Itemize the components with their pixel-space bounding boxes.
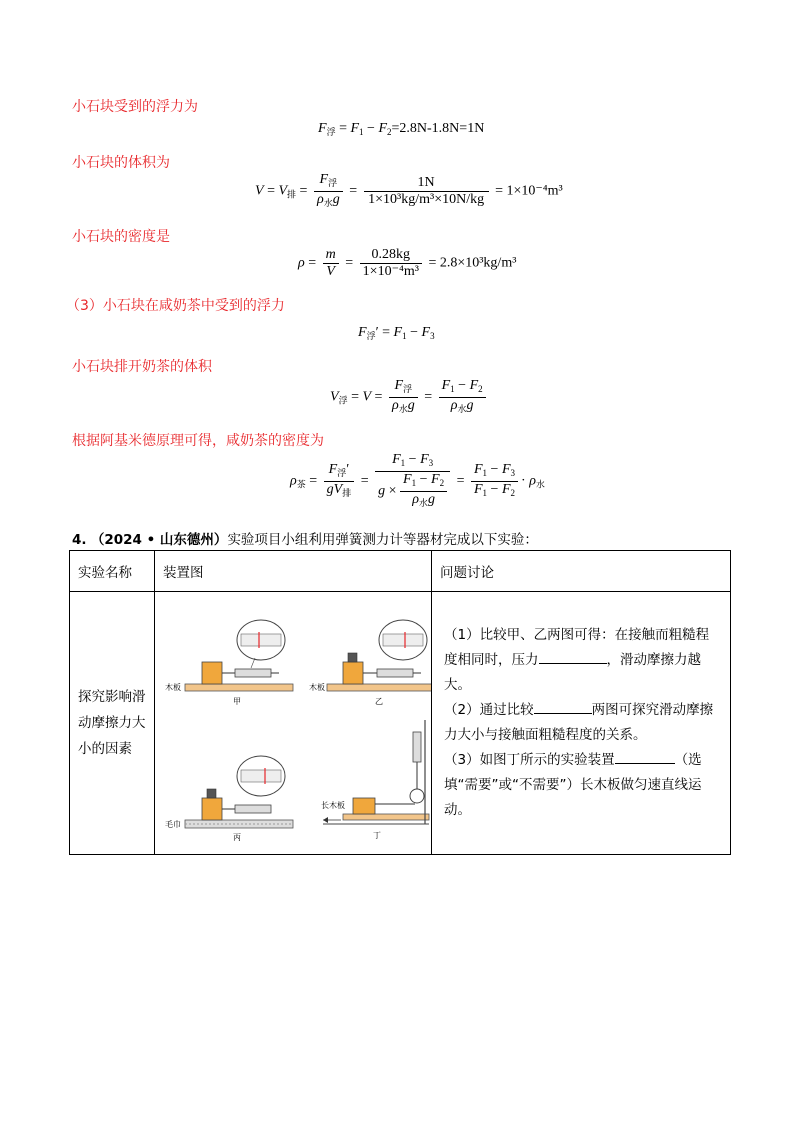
equation-density: ρ = $\frac{m}{V}$ = $\frac{0.28kg}{\text{1×10⁻⁴m³}}$ = 2.8×10³kg/m³ [298,247,517,279]
label-board-yi: 木板 [309,683,325,692]
eq2-numerator: 1N [364,175,489,192]
label-bing: 丙 [233,833,241,842]
question-4-heading [72,528,538,548]
equation-milk-tea-buoyancy: $F_浮' = F_1 - F_3$ [358,325,435,341]
header-apparatus: 装置图 [155,551,432,592]
equation-displaced-volume: $V_浮 = V$ = $\frac{F_浮}{\rho_水g}$ = $\frac{F_1 - F_2}{\rho_水g}$ [330,378,489,417]
apparatus-diagram [155,592,431,850]
apparatus-figure [155,592,432,855]
header-discussion: 问题讨论 [432,551,731,592]
milk-tea-density-label: 根据阿基米德原理可得，咸奶茶的密度为 [72,433,324,449]
label-towel: 毛巾 [165,820,181,829]
discussion-cell [432,592,731,855]
table-row [70,592,731,855]
displaced-volume-label: 小石块排开奶茶的体积 [72,359,212,375]
experiment-name: 探究影响滑动摩擦力大小的因素 [70,592,155,855]
equation-volume: $V = V_排$ = $\frac{F_浮}{\rho_水g}$ = $\frac{1N}{\text{1×10³kg/m³×10N/kg}}$ = 1×10⁻⁴m³ [255,172,563,208]
eq2-denominator: 1×10³kg/m³×10N/kg [368,192,485,207]
eq1-result: =2.8N-1.8N=1N [391,121,485,136]
table-header-row [70,551,731,592]
question-source: （2024 • 山东德州） [90,532,228,548]
eq3-result: = 2.8×10³kg/m³ [428,255,517,271]
label-jia: 甲 [233,697,241,706]
experiment-table [69,550,731,855]
equation-buoyancy: $F_浮 = F_1 - F_2=2.8N-1.8N=1N$ [318,121,485,137]
figure-bing [165,756,293,842]
label-long-board: 长木板 [321,801,345,810]
figure-ding [321,720,429,840]
question-number: 4. [72,532,87,548]
question-text: 实验项目小组利用弹簧测力计等器材完成以下实验： [227,532,538,548]
header-experiment-name: 实验名称 [70,551,155,592]
figure-yi [309,620,431,706]
eq3-denominator: 1×10⁻⁴m³ [362,264,419,279]
label-board-jia: 木板 [165,683,181,692]
equation-milk-tea-density: $\rho_茶$ = $\frac{F_浮'}{gV_排}$ = $F_1 - F_3$ g × $\frac{F_1 - F_2}{\rho_水g}$ = $\frac{F_1 - F_3}{F_1 - F_2}$ · $\rho_水$ [290,452,545,508]
density-label: 小石块的密度是 [72,229,170,245]
label-yi: 乙 [375,697,383,706]
eq3-numerator: 0.28kg [360,247,422,264]
label-ding: 丁 [373,831,381,840]
answer-blank-3[interactable] [615,749,675,764]
discussion-q1: （1）比较甲、乙两图可得：在接触而粗糙程度相同时，压力 ，滑动摩擦力越大。 [444,627,710,693]
answer-blank-2[interactable] [534,699,592,714]
figure-jia [165,620,293,706]
discussion-q3: （3）如图丁所示的实验装置 （选填“需要”或“不需要”）长木板做匀速直线运动。 [444,748,720,823]
eq2-result: = 1×10⁻⁴m³ [495,183,563,199]
answer-blank-1[interactable] [539,649,607,664]
discussion-q2: （2）通过比较 两图可探究滑动摩擦力大小与接触面粗糙程度的关系。 [444,698,720,748]
volume-label: 小石块的体积为 [72,155,170,171]
buoyancy-label: 小石块受到的浮力为 [72,99,198,115]
milk-tea-buoyancy-label: （3）小石块在咸奶茶中受到的浮力 [66,298,285,314]
